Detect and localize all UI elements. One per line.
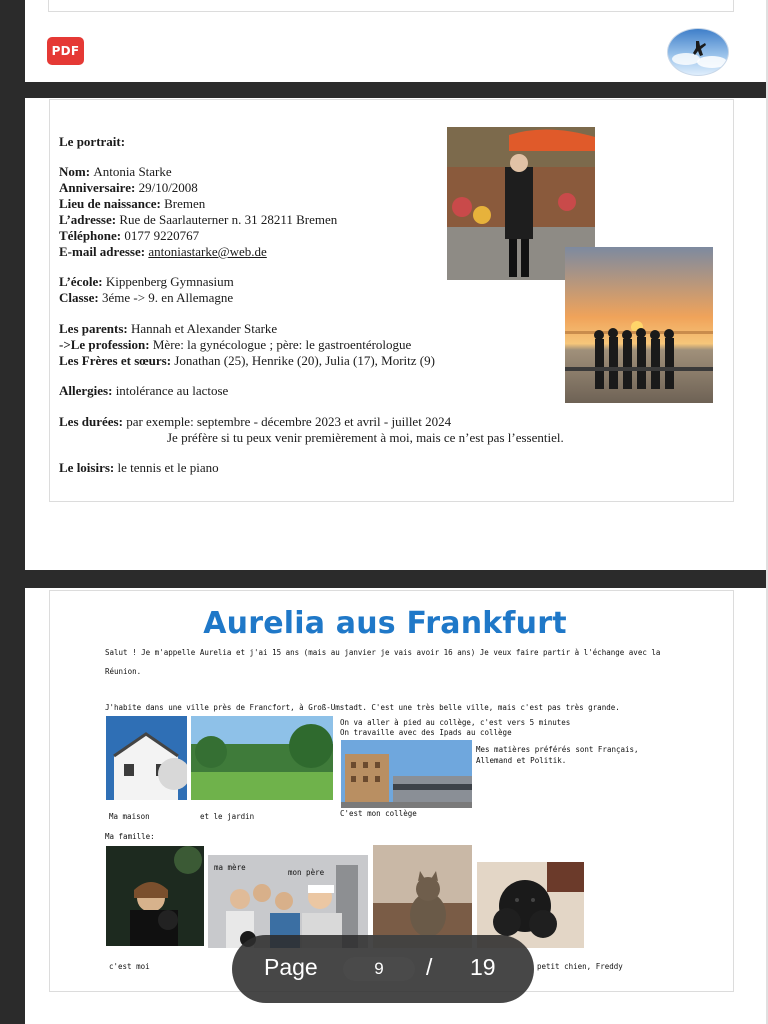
garden-caption: et le jardin — [200, 812, 255, 821]
portrait-row: Téléphone: 0177 9220767 — [59, 228, 200, 243]
mother-caption: ma mère — [214, 863, 246, 872]
portrait-row: Classe: 3éme -> 9. en Allemagne — [59, 290, 234, 305]
page-label: Page — [264, 954, 318, 980]
portrait-row: Anniversaire: 29/10/2008 — [59, 180, 198, 195]
dog-caption: petit chien, Freddy — [537, 962, 623, 971]
portrait-row: Allergies: intolérance au lactose — [59, 383, 229, 398]
page-title: Aurelia aus Frankfurt — [203, 606, 567, 641]
portrait-row: ->Le profession: Mère: la gynécologue ; père: le gastroentérologue — [59, 337, 412, 352]
subjects-text: Mes matières préférés sont Français, — [476, 745, 639, 754]
portrait-row: E-mail adresse: antoniastarke@web.de — [59, 244, 267, 259]
subjects-text: Allemand et Politik. — [476, 756, 567, 765]
family-photo — [565, 247, 713, 403]
portrait-row: Le loisirs: le tennis et le piano — [59, 460, 219, 475]
avatar-image — [668, 29, 728, 75]
portrait-row: Les Frères et sœurs: Jonathan (25), Henrike (20), Julia (17), Moritz (9) — [59, 353, 435, 368]
portrait-row: Je préfère si tu peux venir premièrement à moi, mais ce n’est pas l’essentiel. — [167, 430, 564, 445]
profile-avatar[interactable] — [667, 28, 729, 76]
portrait-row: L’école: Kippenberg Gymnasium — [59, 274, 234, 289]
college-caption: C'est mon collège — [340, 809, 417, 818]
intro-text: Réunion. — [105, 667, 142, 676]
cat-photo — [373, 845, 472, 948]
page-separator — [25, 570, 766, 588]
intro-text: Salut ! Je m'appelle Aurelia et j'ai 15 ans (mais au janvier je vais avoir 16 ans) Je veux faire partir à l'échange avec la — [105, 648, 661, 657]
page-separator — [25, 82, 766, 98]
house-caption: Ma maison — [109, 812, 150, 821]
portrait-row: Les parents: Hannah et Alexander Starke — [59, 321, 278, 336]
family-label: Ma famille: — [105, 832, 155, 841]
portrait-row: Lieu de naissance: Bremen — [59, 196, 206, 211]
father-caption: mon père — [288, 868, 325, 877]
portrait-row: L’adresse: Rue de Saarlauterner n. 31 28211 Bremen — [59, 212, 338, 227]
house-photo — [106, 716, 187, 800]
pdf-button[interactable]: PDF — [47, 37, 84, 65]
me-photo — [106, 846, 204, 946]
college-text: On travaille avec des Ipads au collège — [340, 728, 512, 737]
portrait-heading: Le portrait: — [59, 134, 126, 149]
garden-photo — [191, 716, 333, 800]
total-pages: 19 — [470, 954, 496, 980]
page-indicator[interactable] — [232, 935, 534, 1003]
city-text: J'habite dans une ville près de Francfort, à Groß-Umstadt. C'est une très belle ville, mais c'est pas très grande. — [105, 703, 620, 712]
left-rail — [0, 0, 25, 1024]
me-caption: c'est moi — [109, 962, 150, 971]
portrait-row: Les durées: par exemple: septembre - décembre 2023 et avril - juillet 2024 — [59, 414, 452, 429]
portrait-row: Nom: Antonia Starke — [59, 164, 172, 179]
college-photo — [341, 740, 472, 808]
college-text: On va aller à pied au collège, c'est vers 5 minutes — [340, 718, 571, 727]
email-link[interactable]: antoniastarke@web.de — [148, 244, 267, 259]
current-page-field[interactable]: 9 — [343, 957, 415, 981]
top-toolbar — [25, 0, 766, 82]
page-separator-slash: / — [426, 954, 433, 980]
previous-page-fragment — [48, 0, 734, 12]
